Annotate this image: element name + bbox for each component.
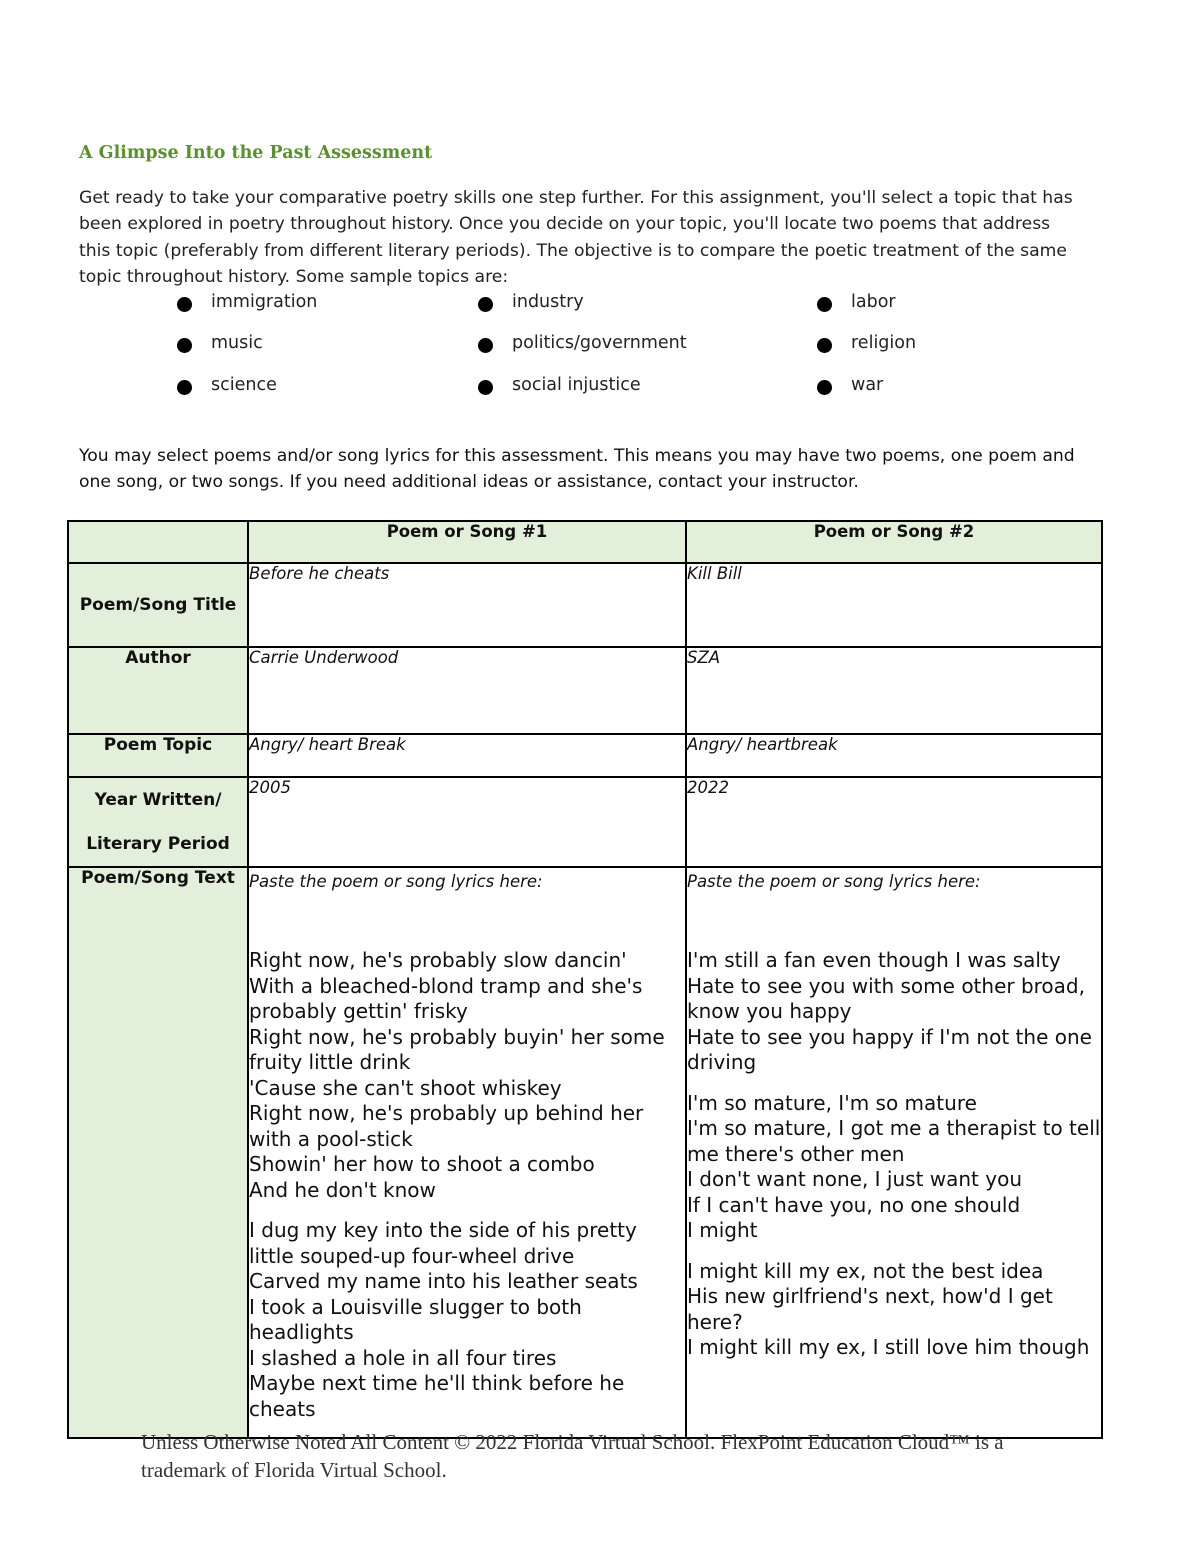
topic-item: politics/government xyxy=(512,333,687,353)
row-label-year-line2: Literary Period xyxy=(86,834,230,854)
lyrics-line: Hate to see you with some other broad, know you happy xyxy=(687,973,1085,1023)
lyrics-line: Showin' her how to shoot a combo xyxy=(249,1152,595,1176)
lyrics-line: I'm still a fan even though I was salty xyxy=(687,948,1061,972)
lyrics-line: Right now, he's probably slow dancin' xyxy=(249,948,627,972)
table-header-song1: Poem or Song #1 xyxy=(248,521,686,563)
lyrics-stanza xyxy=(687,1259,1101,1361)
topic-item: war xyxy=(851,375,883,395)
paste-hint: Paste the poem or song lyrics here: xyxy=(687,872,981,891)
lyrics-line: With a bleached-blond tramp and she's probably gettin' frisky xyxy=(249,973,643,1023)
topic-item: music xyxy=(211,333,263,353)
bullet-icon xyxy=(478,338,493,353)
row-label-author: Author xyxy=(68,647,248,734)
row-label-text: Poem/Song Text xyxy=(68,867,248,1438)
lyrics-stanza xyxy=(249,1218,685,1422)
table-header-corner xyxy=(68,521,248,563)
table-row xyxy=(68,867,1102,1438)
bullet-icon xyxy=(817,338,832,353)
lyrics-line: I'm so mature, I'm so mature xyxy=(687,1090,977,1115)
bullet-icon xyxy=(177,338,192,353)
intro-text: Get ready to take your comparative poetry skills one step further. For this assignment, you'll select a topic that has been explored in poetry throughout history. Once you decide on your topic, you'll locate two poems that address this topic (preferably from different literary periods). The objective is to compare the poetic treatment of the same topic throughout history. Some sample topics are: xyxy=(79,188,1073,288)
table-header-song2: Poem or Song #2 xyxy=(686,521,1102,563)
instructions-note: You may select poems and/or song lyrics for this assessment. This means you may have two poems, one poem and one song, or two songs. If you need additional ideas or assistance, contact your instructor. xyxy=(79,446,1075,492)
bullet-icon xyxy=(177,380,192,395)
song1-lyrics xyxy=(249,948,685,1422)
comparison-table xyxy=(67,520,1103,1439)
row-label-topic: Poem Topic xyxy=(68,734,248,777)
bullet-icon xyxy=(478,297,493,312)
lyrics-line: 'Cause she can't shoot whiskey xyxy=(249,1075,562,1100)
lyrics-line: I might xyxy=(687,1218,758,1242)
row-label-year-line1: Year Written/ xyxy=(94,790,222,810)
topic-item: immigration xyxy=(211,292,317,312)
row-label-title: Poem/Song Title xyxy=(68,563,248,647)
lyrics-line: Carved my name into his leather seats xyxy=(249,1269,638,1293)
lyrics-line: I dug my key into the side of his pretty little souped-up four-wheel drive xyxy=(249,1218,637,1268)
topic-item: labor xyxy=(851,292,896,312)
lyrics-line: Hate to see you happy if I'm not the one driving xyxy=(687,1024,1092,1074)
bullet-icon xyxy=(177,297,192,312)
song2-topic[interactable]: Angry/ heartbreak xyxy=(686,734,1102,777)
table-row xyxy=(68,734,1102,777)
lyrics-line: I might kill my ex, I still love him though xyxy=(687,1335,1090,1359)
song2-text-cell[interactable] xyxy=(686,867,1102,1438)
topic-item: social injustice xyxy=(512,375,641,395)
song2-author[interactable]: SZA xyxy=(686,647,1102,734)
lyrics-line: Maybe next time he'll think before he cheats xyxy=(249,1371,625,1421)
bullet-icon xyxy=(478,380,493,395)
topic-item: science xyxy=(211,375,277,395)
lyrics-line: If I can't have you, no one should xyxy=(687,1192,1021,1217)
lyrics-stanza xyxy=(687,1091,1101,1244)
lyrics-stanza xyxy=(249,948,685,1203)
lyrics-line: I'm so mature, I got me a therapist to tell me there's other men xyxy=(687,1116,1101,1166)
row-label-year xyxy=(68,777,248,867)
page-title: A Glimpse Into the Past Assessment xyxy=(79,143,433,163)
song2-lyrics xyxy=(687,948,1101,1361)
lyrics-line: I might kill my ex, not the best idea xyxy=(687,1258,1044,1283)
paste-hint: Paste the poem or song lyrics here: xyxy=(249,872,543,891)
song2-year[interactable]: 2022 xyxy=(686,777,1102,867)
lyrics-line: And he don't know xyxy=(249,1177,436,1202)
song1-text-cell[interactable] xyxy=(248,867,686,1438)
lyrics-line: Right now, he's probably up behind her with a pool-stick xyxy=(249,1101,644,1151)
table-row xyxy=(68,563,1102,647)
song2-title[interactable]: Kill Bill xyxy=(686,563,1102,647)
lyrics-line: I took a Louisville slugger to both headlights xyxy=(249,1294,582,1344)
bullet-icon xyxy=(817,297,832,312)
lyrics-stanza xyxy=(687,948,1101,1076)
table-row xyxy=(68,647,1102,734)
copyright-footer: Unless Otherwise Noted All Content © 2022 Florida Virtual School. FlexPoint Education Cloud™ is a trademark of Florida Virtual School. xyxy=(141,1430,1004,1482)
lyrics-line: Right now, he's probably buyin' her some fruity little drink xyxy=(249,1024,665,1074)
lyrics-line: I don't want none, I just want you xyxy=(687,1167,1022,1191)
topic-list xyxy=(0,290,1200,410)
lyrics-line: His new girlfriend's next, how'd I get here? xyxy=(687,1284,1053,1334)
song1-year[interactable]: 2005 xyxy=(248,777,686,867)
song1-title[interactable]: Before he cheats xyxy=(248,563,686,647)
song1-author[interactable]: Carrie Underwood xyxy=(248,647,686,734)
song1-topic[interactable]: Angry/ heart Break xyxy=(248,734,686,777)
topic-item: industry xyxy=(512,292,584,312)
bullet-icon xyxy=(817,380,832,395)
intro-paragraph xyxy=(79,185,1079,291)
table-header-row xyxy=(68,521,1102,563)
topic-item: religion xyxy=(851,333,916,353)
lyrics-line: I slashed a hole in all four tires xyxy=(249,1345,557,1370)
table-row xyxy=(68,777,1102,867)
